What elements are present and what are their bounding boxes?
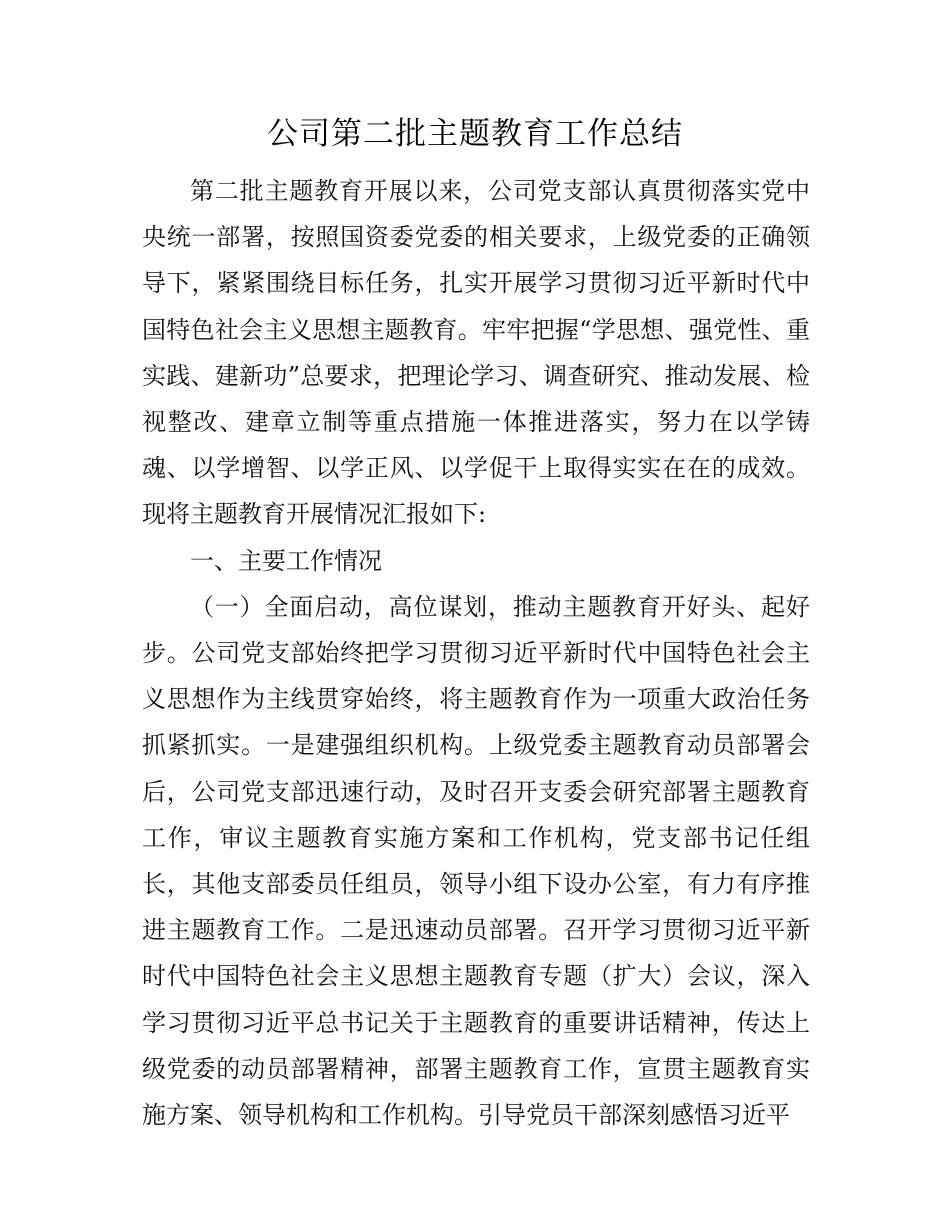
section-heading-main-work: 一、主要工作情况 [190,546,382,575]
document-body [142,168,810,1138]
subsection-paragraph-1: （一）全面启动，高位谋划，推动主题教育开好头、起好步。公司党支部始终把学习贯彻习近平新时代中国特色社会主义思想作为主线贯穿始终，将主题教育作为一项重大政治任务抓紧抓实。一是建强组织机构。上级党委主题教育动员部署会后，公司党支部迅速行动，及时召开支委会研究部署主题教育工作，审议主题教育实施方案和工作机构，党支部书记任组长，其他支部委员任组员，领导小组下设办公室，有力有序推进主题教育工作。二是迅速动员部署。召开学习贯彻习近平新时代中国特色社会主义思想主题教育专题（扩大）会议，深入学习贯彻习近平总书记关于主题教育的重要讲话精神，传达上级党委的动员部署精神，部署主题教育工作，宣贯主题教育实施方案、领导机构和工作机构。引导党员干部深刻感悟习近平 [142,592,810,1130]
document-title: 公司第二批主题教育工作总结 [267,116,683,152]
intro-paragraph: 第二批主题教育开展以来，公司党支部认真贯彻落实党中央统一部署，按照国资委党委的相关要求，上级党委的正确领导下，紧紧围绕目标任务，扎实开展学习贯彻习近平新时代中国特色社会主义思想主题教育。牢牢把握“学思想、强党性、重实践、建新功”总要求，把理论学习、调查研究、推动发展、检视整改、建章立制等重点措施一体推进落实，努力在以学铸魂、以学增智、以学正风、以学促干上取得实实在在的成效。现将主题教育开展情况汇报如下: [142,177,810,529]
